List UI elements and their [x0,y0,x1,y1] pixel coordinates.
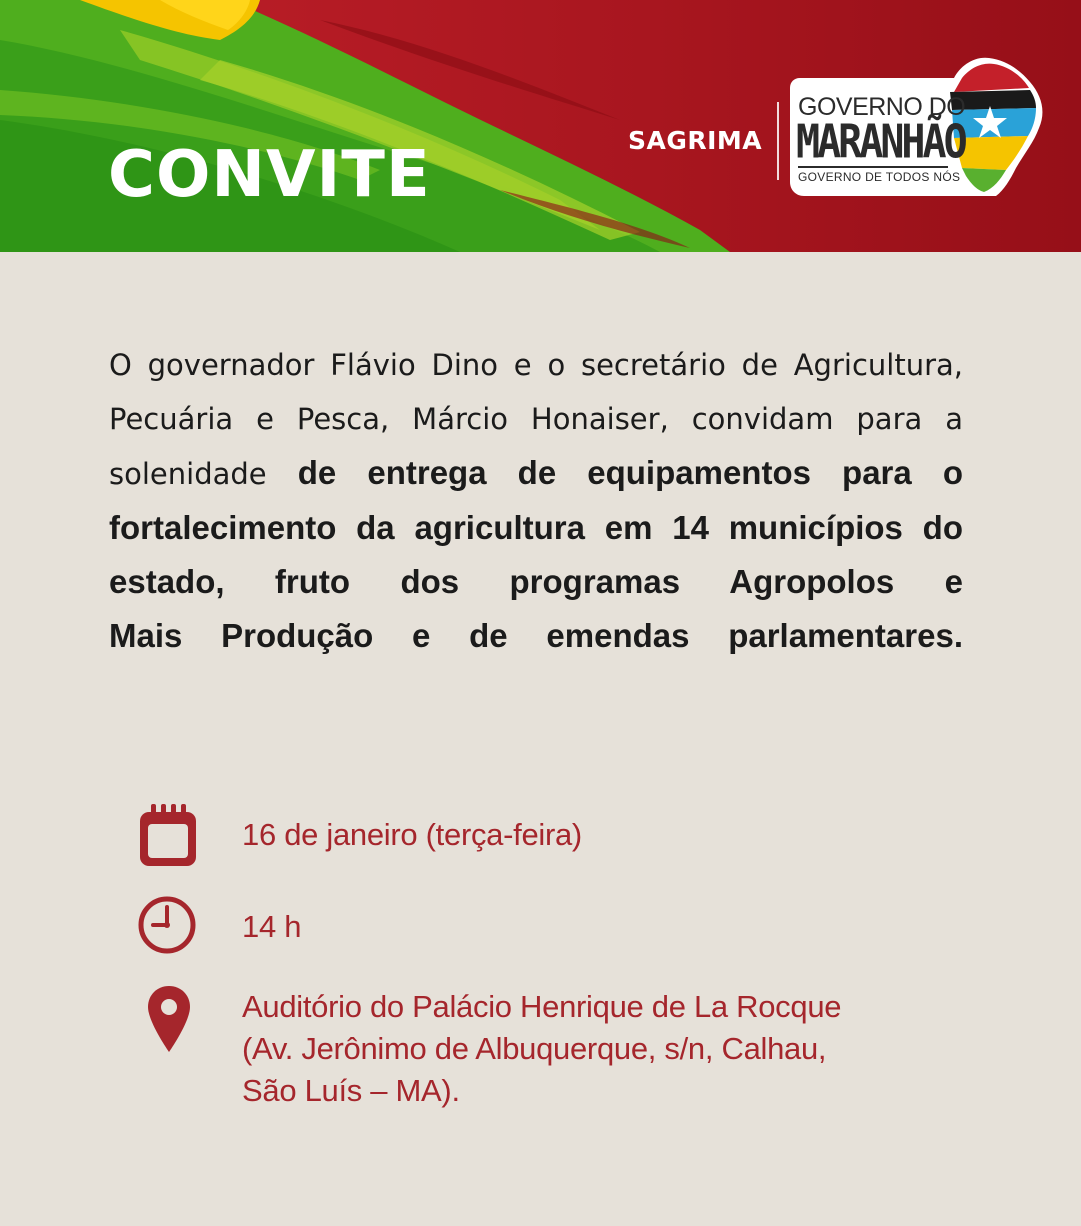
governo-maranhao-logo [784,56,1046,202]
org-label: SAGRIMA [628,126,763,155]
header-banner [0,0,1081,252]
intro-line-2: Pecuária e Pesca, Márcio Honaiser, convidam para a [109,402,963,436]
logo-line1: GOVERNO DO [798,93,966,121]
location-pin-icon [137,984,199,1054]
intro-line-1: O governador Flávio Dino e o secretário de Agricultura, [109,348,963,382]
location-line-1: Auditório do Palácio Henrique de La Rocque [242,989,842,1024]
location-line-3: São Luís – MA). [242,1073,460,1108]
date-row [137,804,199,866]
intro-line-3-regular: solenidade [109,457,267,491]
intro-line-4: fortalecimento da agricultura em 14 municípios do [109,509,963,546]
logo-line3: GOVERNO DE TODOS NÓS [798,170,961,184]
intro-line-5: estado, fruto dos programas Agropolos e [109,563,963,600]
header-divider [777,102,779,180]
intro-line-6: Mais Produção e de emendas parlamentares. [109,617,963,654]
location-row [137,984,199,1054]
calendar-icon [137,804,199,866]
page-title: CONVITE [108,138,431,212]
event-location [242,986,841,1112]
location-line-2: (Av. Jerônimo de Albuquerque, s/n, Calhau, [242,1031,827,1066]
logo-line2: MARANHÃO [796,116,965,169]
event-time: 14 h [242,909,302,944]
time-row [137,894,199,956]
intro-line-3 [109,446,963,501]
invitation-text [109,338,963,663]
clock-icon [137,894,199,956]
intro-line-3-bold: de entrega de equipamentos para o [297,454,963,491]
event-date: 16 de janeiro (terça-feira) [242,817,582,852]
